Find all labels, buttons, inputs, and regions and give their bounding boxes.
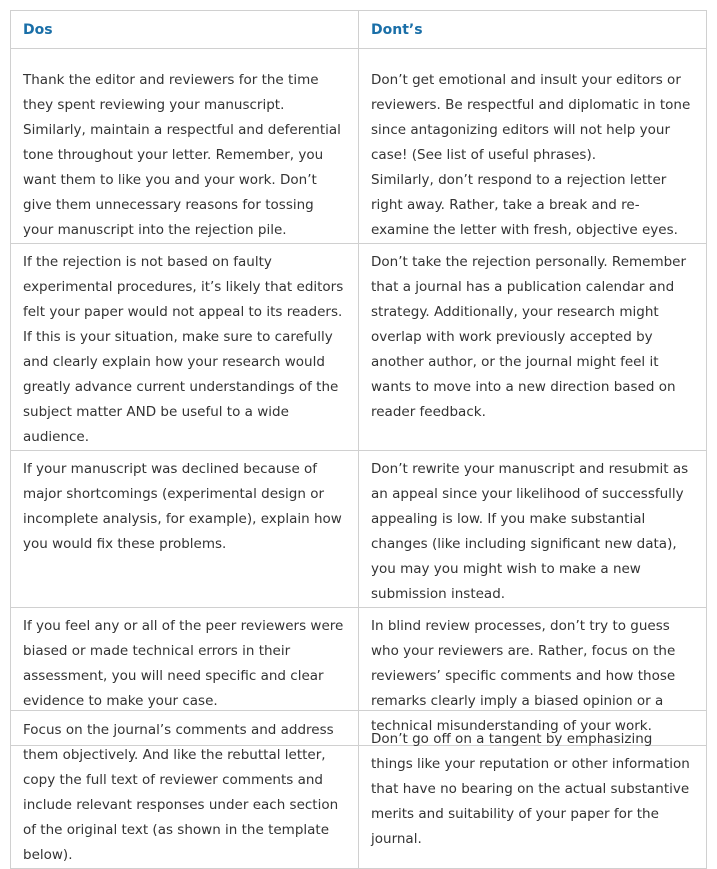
dos-header: Dos <box>11 11 359 49</box>
table-row <box>11 451 707 608</box>
donts-cell: Don’t rewrite your manuscript and resubmit as an appeal since your likelihood of successfully appealing is low. If you make substantial changes (like including significant new data), you may you might wish to make a new submission instead. <box>359 451 707 608</box>
dos-cell: If the rejection is not based on faulty experimental procedures, it’s likely that editors felt your paper would not appeal to its readers. If this is your situation, make sure to carefully and clearly explain how your research would greatly advance current understandings of the subject matter AND be useful to a wide audience. <box>11 244 359 451</box>
donts-cell: In blind review processes, don’t try to guess who your reviewers are. Rather, focus on the reviewers’ specific comments and how those remarks clearly imply a biased opinion or a technical misunderstanding of your work. <box>359 608 707 746</box>
donts-cell: Don’t take the rejection personally. Remember that a journal has a publication calendar and strategy. Additionally, your research might overlap with work previously accepted by another author, or the journal might feel it wants to move into a new direction based on reader feedback. <box>359 244 707 451</box>
dos-cell: If you feel any or all of the peer reviewers were biased or made technical errors in their assessment, you will need specific and clear evidence to make your case. <box>11 608 359 746</box>
dos-donts-table <box>10 10 707 746</box>
table-row <box>11 244 707 451</box>
table-row <box>11 711 707 869</box>
donts-cell: Don’t go off on a tangent by emphasizing things like your reputation or other information that have no bearing on the actual substantive merits and suitability of your paper for the journal. <box>359 711 707 869</box>
donts-header: Dont’s <box>359 11 707 49</box>
dos-cell: Focus on the journal’s comments and address them objectively. And like the rebuttal letter, copy the full text of reviewer comments and include relevant responses under each section of the original text (as shown in the template below). <box>11 711 359 869</box>
dos-cell: Thank the editor and reviewers for the time they spent reviewing your manuscript. Similarly, maintain a respectful and deferential tone throughout your letter. Remember, you want them to like you and your work. Don’t give them unnecessary reasons for tossing your manuscript into the rejection pile. <box>11 49 359 244</box>
header-row <box>11 11 707 49</box>
table-row <box>11 49 707 244</box>
dos-donts-table-second <box>10 710 707 869</box>
dos-cell: If your manuscript was declined because of major shortcomings (experimental design or incomplete analysis, for example), explain how you would fix these problems. <box>11 451 359 608</box>
donts-cell: Don’t get emotional and insult your editors or reviewers. Be respectful and diplomatic in tone since antagonizing editors will not help your case! (See list of useful phrases). Similarly, don’t respond to a rejection letter right away. Rather, take a break and re-examine the letter with fresh, objective eyes. <box>359 49 707 244</box>
